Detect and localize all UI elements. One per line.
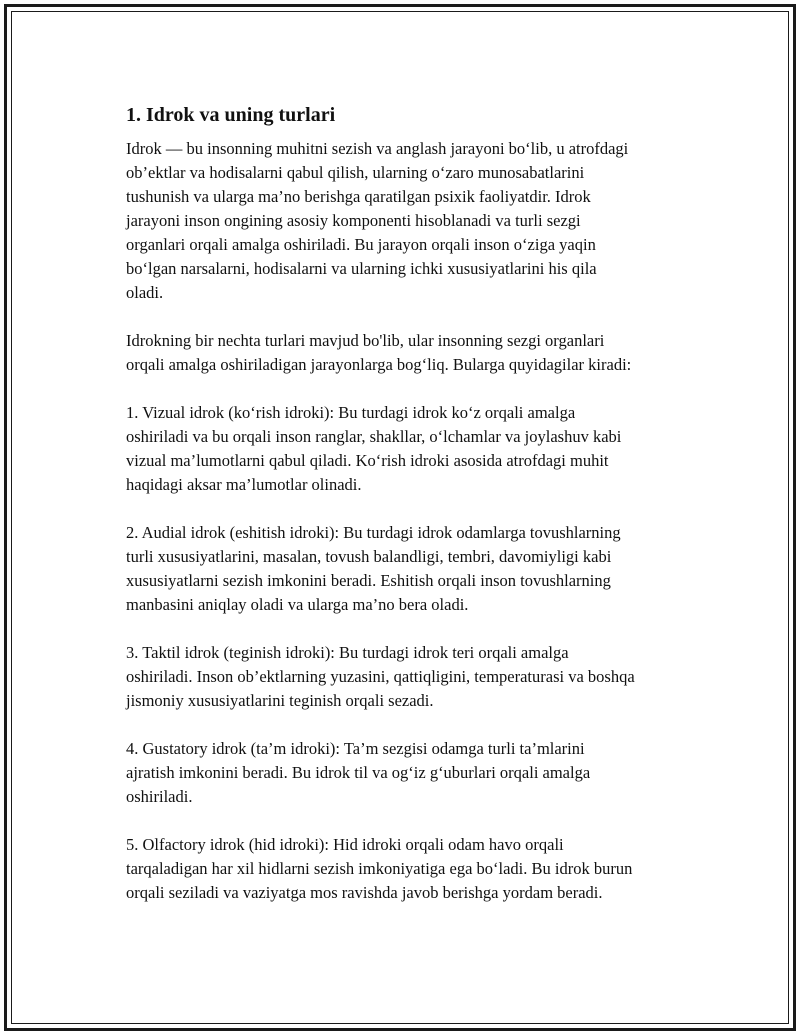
page-frame [4, 4, 796, 1031]
paragraph-gustatory-perception [126, 737, 701, 809]
paragraph-line: turli xususiyatlarini, masalan, tovush balandligi, tembri, davomiyligi kabi [126, 547, 612, 566]
paragraph-line: tushunish va ularga ma’no berishga qaratilgan psixik faoliyatdir. Idrok [126, 187, 591, 206]
paragraph-types-overview [126, 329, 701, 377]
paragraph-line: 5. Olfactory idrok (hid idroki): Hid idroki orqali odam havo orqali [126, 835, 564, 854]
paragraph-line: 2. Audial idrok (eshitish idroki): Bu turdagi idrok odamlarga tovushlarning [126, 523, 621, 542]
paragraph-line: Idrokning bir nechta turlari mavjud bo'lib, ular insonning sezgi organlari [126, 331, 605, 350]
paragraph-intro [126, 137, 701, 305]
section-heading: 1. Idrok va uning turlari [126, 104, 336, 126]
paragraph-line: oladi. [126, 283, 164, 302]
paragraph-olfactory-perception [126, 833, 701, 905]
paragraph-line: ob’ektlar va hodisalarni qabul qilish, ularning o‘zaro munosabatlarini [126, 163, 585, 182]
paragraph-line: orqali amalga oshiriladigan jarayonlarga bog‘liq. Bularga quyidagilar kiradi: [126, 355, 632, 374]
paragraph-line: jarayoni inson ongining asosiy komponenti hisoblanadi va turli sezgi [126, 211, 581, 230]
paragraph-line: 4. Gustatory idrok (ta’m idroki): Ta’m sezgisi odamga turli ta’mlarini [126, 739, 585, 758]
paragraph-line: bo‘lgan narsalarni, hodisalarni va ularning ichki xususiyatlarini his qila [126, 259, 597, 278]
document-body [126, 101, 701, 929]
paragraph-line: oshiriladi va bu orqali inson ranglar, shakllar, o‘lchamlar va joylashuv kabi [126, 427, 622, 446]
paragraph-tactile-perception [126, 641, 701, 713]
paragraph-line: vizual ma’lumotlarni qabul qiladi. Ko‘rish idroki asosida atrofdagi muhit [126, 451, 609, 470]
paragraph-visual-perception [126, 401, 701, 497]
paragraph-line: ajratish imkonini beradi. Bu idrok til va og‘iz g‘uburlari orqali amalga [126, 763, 591, 782]
paragraph-line: 3. Taktil idrok (teginish idroki): Bu turdagi idrok teri orqali amalga [126, 643, 569, 662]
paragraph-line: organlari orqali amalga oshiriladi. Bu jarayon orqali inson o‘ziga yaqin [126, 235, 596, 254]
paragraph-line: tarqaladigan har xil hidlarni sezish imkoniyatiga ega bo‘ladi. Bu idrok burun [126, 859, 633, 878]
paragraph-auditory-perception [126, 521, 701, 617]
paragraph-line: orqali seziladi va vaziyatga mos ravishda javob berishga yordam beradi. [126, 883, 603, 902]
paragraph-line: 1. Vizual idrok (ko‘rish idroki): Bu turdagi idrok ko‘z orqali amalga [126, 403, 576, 422]
paragraph-line: xususiyatlarni sezish imkonini beradi. Eshitish orqali inson tovushlarning [126, 571, 611, 590]
paragraph-line: Idrok — bu insonning muhitni sezish va anglash jarayoni bo‘lib, u atrofdagi [126, 139, 629, 158]
paragraph-line: oshiriladi. [126, 787, 193, 806]
paragraph-line: haqidagi aksar ma’lumotlar olinadi. [126, 475, 362, 494]
paragraph-line: manbasini aniqlay oladi va ularga ma’no bera oladi. [126, 595, 469, 614]
paragraph-line: oshiriladi. Inson ob’ektlarning yuzasini, qattiqligini, temperaturasi va boshqa [126, 667, 635, 686]
paragraph-line: jismoniy xususiyatlarini teginish orqali sezadi. [126, 691, 434, 710]
